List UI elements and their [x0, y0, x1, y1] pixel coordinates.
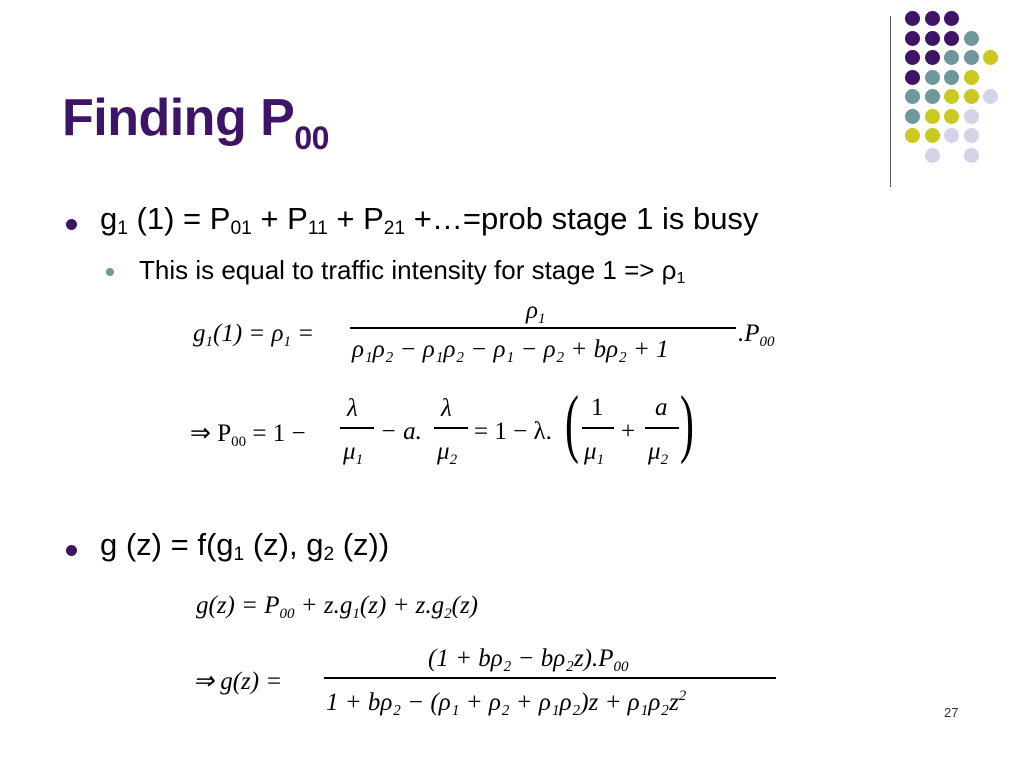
- eq1-tail: $.P_{00}$: [738, 320, 775, 350]
- eq2-left-paren: (: [565, 381, 579, 465]
- eq2-frac1-bar: [340, 427, 374, 429]
- decor-dot: [944, 70, 959, 85]
- decor-dot: [925, 89, 940, 104]
- eq2-frac4-bar: [645, 427, 679, 429]
- title-text: Finding P: [62, 89, 295, 147]
- page-number: 27: [944, 705, 959, 720]
- eq2-frac2-num: λ: [441, 395, 452, 422]
- decor-dot: [944, 128, 959, 143]
- eq2-frac3-den: $\mu_1$: [584, 438, 605, 468]
- eq2-right-paren: ): [680, 381, 694, 465]
- eq2-minus-a: − a.: [380, 418, 422, 445]
- decor-dot: [964, 128, 979, 143]
- decor-dot: [983, 89, 998, 104]
- eq3: $g(z) = P_{00} + z.g_1(z) + z.g_2(z)$: [196, 592, 479, 622]
- decor-dot: [905, 70, 920, 85]
- eq2-plus: +: [621, 418, 636, 445]
- decor-divider: [890, 16, 891, 187]
- decor-dot: [944, 89, 959, 104]
- eq4-lhs: ⇒ g(z) =: [193, 668, 283, 695]
- eq4-denominator: $1 + b\rho_2 - (\rho_1 + \rho_2 + \rho_1\rho_2)z + \rho_1\rho_2z^2$: [326, 688, 687, 716]
- decor-dot: [964, 89, 979, 104]
- decor-dot: [905, 50, 920, 65]
- eq4-fraction-bar: [324, 677, 776, 679]
- bullet-1-text: $g_1$ $(1) = P_{01} + P_{11} + P_{21}$ +…=prob stage 1 is busy: [100, 201, 759, 239]
- decor-dot: [925, 128, 940, 143]
- bullet-2-text: g $(z) = f(g_1$ (z), $g_2$ (z)): [100, 527, 390, 565]
- eq1-numerator: $\rho_1$: [526, 297, 546, 327]
- decor-dot: [944, 50, 959, 65]
- decor-dot: [964, 148, 979, 163]
- decor-dot: [964, 109, 979, 124]
- eq2-lhs: ⇒ $P_{00} = 1$ −: [190, 420, 306, 450]
- decor-dot: [905, 128, 920, 143]
- eq2-rhs: = 1 − λ.: [474, 418, 552, 445]
- decor-dot: [905, 11, 920, 26]
- eq2-frac4-num: a: [655, 394, 668, 421]
- bullet-icon: [66, 545, 77, 556]
- title-subscript: 00: [294, 120, 329, 156]
- decor-dot: [964, 31, 979, 46]
- decor-dot: [925, 70, 940, 85]
- decor-dot: [925, 50, 940, 65]
- decor-dot: [964, 70, 979, 85]
- decor-dot: [905, 89, 920, 104]
- eq1-denominator: ρ₁ρ₂ − ρ₁ρ₂ − ρ₁ − ρ₂ + bρ₂ + 1: [352, 336, 669, 363]
- decor-dot: [944, 31, 959, 46]
- decor-dot: [925, 31, 940, 46]
- eq2-frac3-bar: [582, 427, 614, 429]
- bullet-1-1-text: This is equal to traffic intensity for stage $1 => \rho_1$: [139, 255, 686, 288]
- eq1-lhs: $g_1(1) = \rho_1$ =: [193, 320, 315, 350]
- decor-dot: [905, 31, 920, 46]
- eq2-frac1-num: λ: [347, 395, 358, 422]
- decor-dot: [925, 11, 940, 26]
- eq2-frac4-den: $\mu_2$: [648, 438, 669, 468]
- bullet-icon: [66, 219, 77, 230]
- decor-dot: [944, 11, 959, 26]
- decor-dot: [983, 50, 998, 65]
- eq2-frac3-num: 1: [591, 394, 604, 421]
- decor-dot: [905, 109, 920, 124]
- sub-bullet-icon: [106, 268, 114, 276]
- eq1-fraction-bar: [350, 327, 736, 329]
- decor-dot: [964, 50, 979, 65]
- decor-dot-grid: [905, 11, 1015, 171]
- eq2-frac2-den: $\mu_2$: [437, 438, 458, 468]
- decor-dot: [944, 109, 959, 124]
- slide-title: [62, 88, 329, 157]
- eq2-frac2-bar: [434, 427, 468, 429]
- eq4-numerator: $(1 + b\rho_2 - b\rho_2z).P_{00}$: [428, 645, 629, 675]
- decor-dot: [925, 109, 940, 124]
- decor-dot: [925, 148, 940, 163]
- eq2-frac1-den: $\mu_1$: [343, 438, 364, 468]
